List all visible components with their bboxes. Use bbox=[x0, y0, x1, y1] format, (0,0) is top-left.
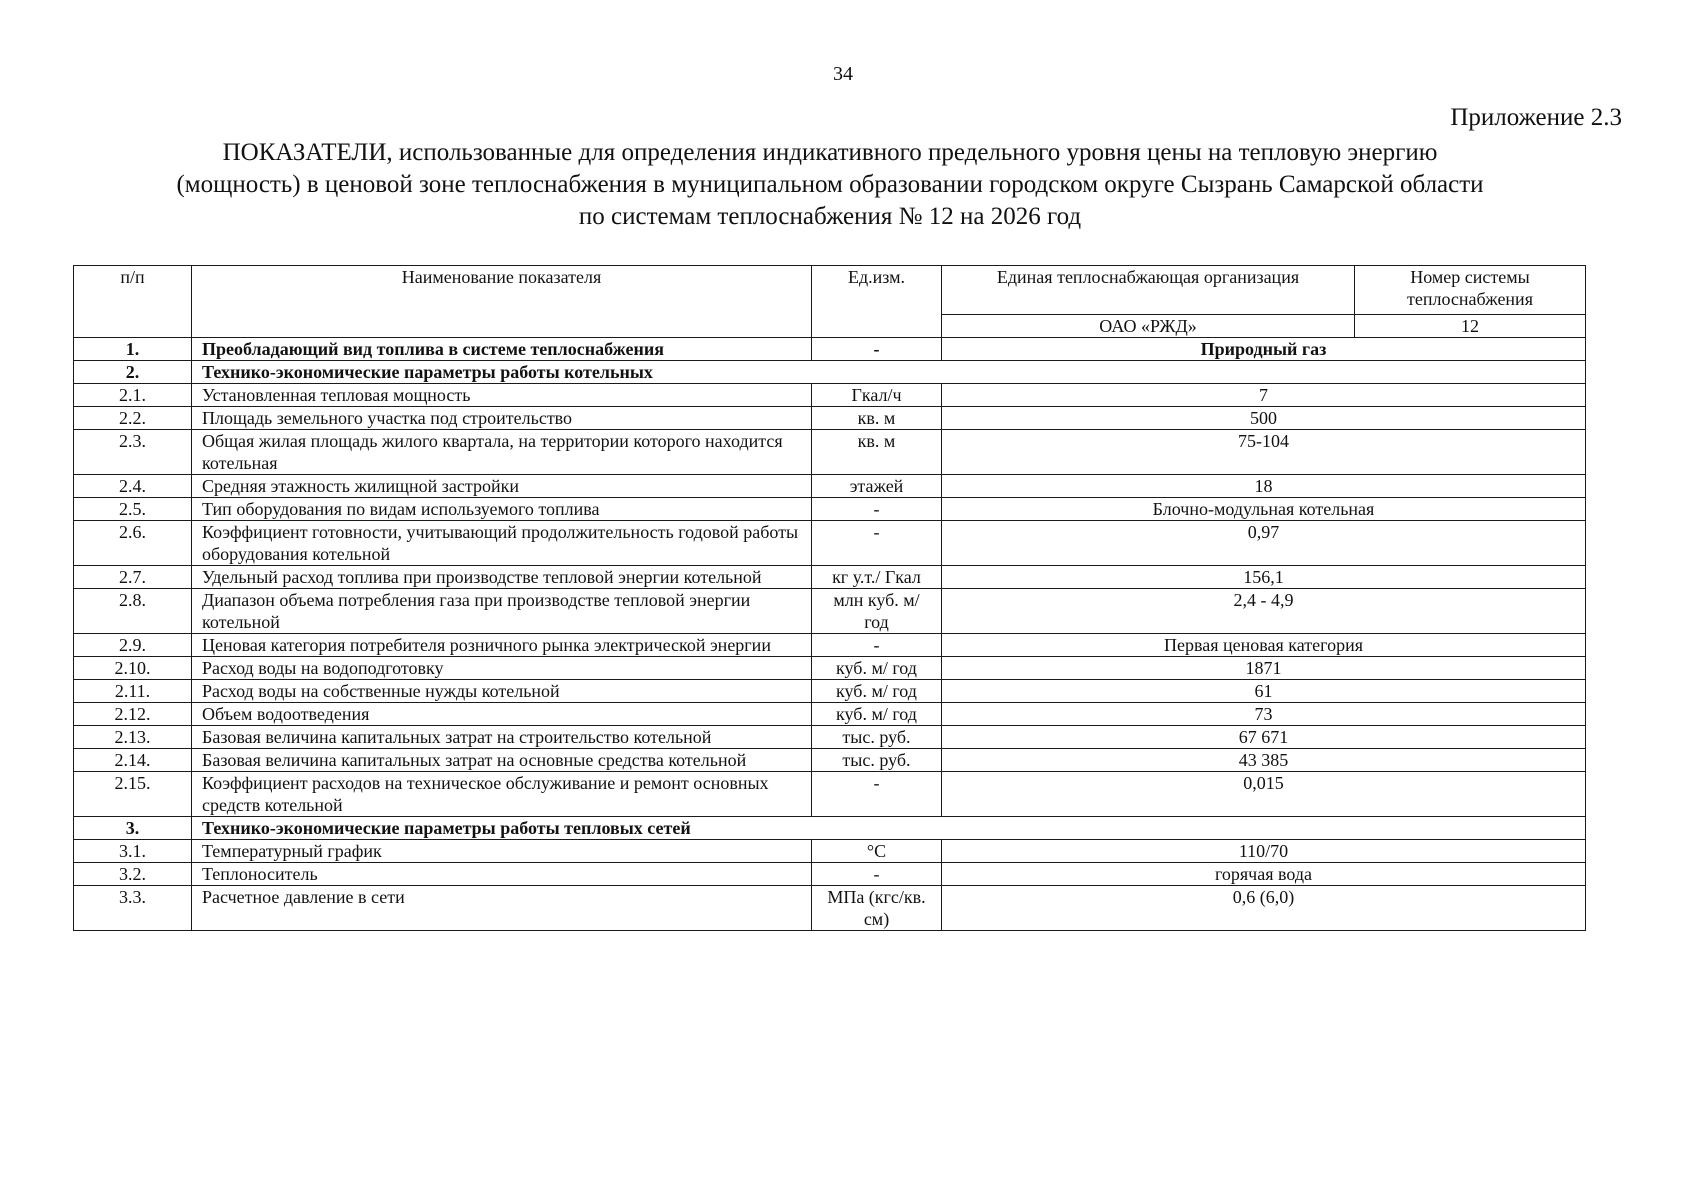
indicator-unit: - bbox=[812, 498, 942, 521]
indicator-name: Расход воды на собственные нужды котельной bbox=[192, 680, 812, 703]
row-number: 2.2. bbox=[74, 407, 192, 430]
indicator-name: Коэффициент расходов на техническое обслуживание и ремонт основных средств котельной bbox=[192, 772, 812, 817]
row-number: 2.5. bbox=[74, 498, 192, 521]
table-row bbox=[74, 749, 1586, 772]
indicator-name: Средняя этажность жилищной застройки bbox=[192, 475, 812, 498]
row-number: 2.6. bbox=[74, 521, 192, 566]
appendix-label: Приложение 2.3 bbox=[1450, 104, 1622, 131]
header-name: Наименование показателя bbox=[192, 266, 812, 338]
table-row bbox=[74, 566, 1586, 589]
table-row bbox=[74, 589, 1586, 634]
indicator-value: 0,015 bbox=[942, 772, 1586, 817]
row-number: 2. bbox=[74, 361, 192, 384]
row-number: 3.3. bbox=[74, 886, 192, 931]
indicator-name: Расчетное давление в сети bbox=[192, 886, 812, 931]
indicator-value: Блочно-модульная котельная bbox=[942, 498, 1586, 521]
indicator-unit: кг у.т./ Гкал bbox=[812, 566, 942, 589]
indicator-name: Объем водоотведения bbox=[192, 703, 812, 726]
table-row bbox=[74, 521, 1586, 566]
indicator-value: Природный газ bbox=[942, 338, 1586, 361]
indicator-value: 0,6 (6,0) bbox=[942, 886, 1586, 931]
indicator-name: Удельный расход топлива при производстве тепловой энергии котельной bbox=[192, 566, 812, 589]
table-row bbox=[74, 863, 1586, 886]
row-number: 2.14. bbox=[74, 749, 192, 772]
indicator-value: 7 bbox=[942, 384, 1586, 407]
indicator-name: Температурный график bbox=[192, 840, 812, 863]
indicator-name: Преобладающий вид топлива в системе теплоснабжения bbox=[192, 338, 812, 361]
indicator-name: Установленная тепловая мощность bbox=[192, 384, 812, 407]
page-number: 34 bbox=[833, 63, 853, 85]
header-system: Номер системы теплоснабжения bbox=[1355, 266, 1586, 315]
row-number: 3.2. bbox=[74, 863, 192, 886]
indicator-name: Ценовая категория потребителя розничного рынка электрической энергии bbox=[192, 634, 812, 657]
org-name: ОАО «РЖД» bbox=[942, 315, 1355, 338]
row-number: 2.8. bbox=[74, 589, 192, 634]
row-number: 2.4. bbox=[74, 475, 192, 498]
indicator-unit: - bbox=[812, 338, 942, 361]
indicator-name: Коэффициент готовности, учитывающий продолжительность годовой работы оборудования котельной bbox=[192, 521, 812, 566]
indicator-value: 110/70 bbox=[942, 840, 1586, 863]
row-number: 3.1. bbox=[74, 840, 192, 863]
table-row bbox=[74, 772, 1586, 817]
title-line-3: по системам теплоснабжения № 12 на 2026 год bbox=[578, 203, 1082, 230]
indicator-value: 18 bbox=[942, 475, 1586, 498]
indicator-unit: куб. м/ год bbox=[812, 680, 942, 703]
row-number: 2.11. bbox=[74, 680, 192, 703]
indicator-name: Базовая величина капитальных затрат на строительство котельной bbox=[192, 726, 812, 749]
indicator-value: 67 671 bbox=[942, 726, 1586, 749]
section-title: Технико-экономические параметры работы тепловых сетей bbox=[192, 817, 1586, 840]
table-row bbox=[74, 430, 1586, 475]
indicator-unit: куб. м/ год bbox=[812, 657, 942, 680]
header-num: п/п bbox=[74, 266, 192, 338]
header-org: Единая теплоснабжающая организация bbox=[942, 266, 1355, 315]
table-row bbox=[74, 657, 1586, 680]
indicator-value: 73 bbox=[942, 703, 1586, 726]
indicator-unit: - bbox=[812, 634, 942, 657]
table-row bbox=[74, 680, 1586, 703]
indicator-name: Базовая величина капитальных затрат на основные средства котельной bbox=[192, 749, 812, 772]
table-row bbox=[74, 634, 1586, 657]
section-title: Технико-экономические параметры работы котельных bbox=[192, 361, 1586, 384]
table-row bbox=[74, 338, 1586, 361]
row-number: 2.9. bbox=[74, 634, 192, 657]
indicator-unit: - bbox=[812, 863, 942, 886]
row-number: 1. bbox=[74, 338, 192, 361]
indicator-unit: этажей bbox=[812, 475, 942, 498]
indicator-unit: млн куб. м/год bbox=[812, 589, 942, 634]
row-number: 3. bbox=[74, 817, 192, 840]
section-row bbox=[74, 817, 1586, 840]
indicator-value: 0,97 bbox=[942, 521, 1586, 566]
table-header-row bbox=[74, 266, 1586, 315]
indicator-unit: - bbox=[812, 772, 942, 817]
indicator-name: Расход воды на водоподготовку bbox=[192, 657, 812, 680]
indicator-value: 43 385 bbox=[942, 749, 1586, 772]
table-row bbox=[74, 840, 1586, 863]
indicator-unit: куб. м/ год bbox=[812, 703, 942, 726]
indicator-unit: кв. м bbox=[812, 430, 942, 475]
indicator-name: Диапазон объема потребления газа при производстве тепловой энергии котельной bbox=[192, 589, 812, 634]
row-number: 2.10. bbox=[74, 657, 192, 680]
table-row bbox=[74, 703, 1586, 726]
indicator-value: 61 bbox=[942, 680, 1586, 703]
table-row bbox=[74, 886, 1586, 931]
indicator-name: Площадь земельного участка под строительство bbox=[192, 407, 812, 430]
indicators-table bbox=[73, 265, 1586, 931]
row-number: 2.13. bbox=[74, 726, 192, 749]
table-row bbox=[74, 475, 1586, 498]
indicator-unit: МПа (кгс/кв. см) bbox=[812, 886, 942, 931]
indicator-unit: кв. м bbox=[812, 407, 942, 430]
indicator-name: Тип оборудования по видам используемого топлива bbox=[192, 498, 812, 521]
indicator-unit: Гкал/ч bbox=[812, 384, 942, 407]
table-row bbox=[74, 384, 1586, 407]
indicator-value: горячая вода bbox=[942, 863, 1586, 886]
row-number: 2.7. bbox=[74, 566, 192, 589]
table-row bbox=[74, 407, 1586, 430]
row-number: 2.12. bbox=[74, 703, 192, 726]
section-row bbox=[74, 361, 1586, 384]
indicator-value: 500 bbox=[942, 407, 1586, 430]
indicator-unit: тыс. руб. bbox=[812, 749, 942, 772]
indicator-value: 156,1 bbox=[942, 566, 1586, 589]
indicator-unit: °С bbox=[812, 840, 942, 863]
row-number: 2.3. bbox=[74, 430, 192, 475]
document-title bbox=[60, 137, 1600, 233]
indicator-value: Первая ценовая категория bbox=[942, 634, 1586, 657]
table-row bbox=[74, 726, 1586, 749]
indicator-name: Теплоноситель bbox=[192, 863, 812, 886]
title-line-1: ПОКАЗАТЕЛИ, использованные для определения индикативного предельного уровня цены на тепловую энергию bbox=[222, 139, 1438, 166]
indicator-name: Общая жилая площадь жилого квартала, на территории которого находится котельная bbox=[192, 430, 812, 475]
table-row bbox=[74, 498, 1586, 521]
title-line-2: (мощность) в ценовой зоне теплоснабжения в муниципальном образовании городском округе Сызрань Самарской области bbox=[176, 171, 1484, 198]
header-unit: Ед.изм. bbox=[812, 266, 942, 338]
indicator-value: 75-104 bbox=[942, 430, 1586, 475]
indicator-unit: - bbox=[812, 521, 942, 566]
indicator-value: 1871 bbox=[942, 657, 1586, 680]
indicator-value: 2,4 - 4,9 bbox=[942, 589, 1586, 634]
indicator-unit: тыс. руб. bbox=[812, 726, 942, 749]
system-number: 12 bbox=[1355, 315, 1586, 338]
row-number: 2.15. bbox=[74, 772, 192, 817]
row-number: 2.1. bbox=[74, 384, 192, 407]
